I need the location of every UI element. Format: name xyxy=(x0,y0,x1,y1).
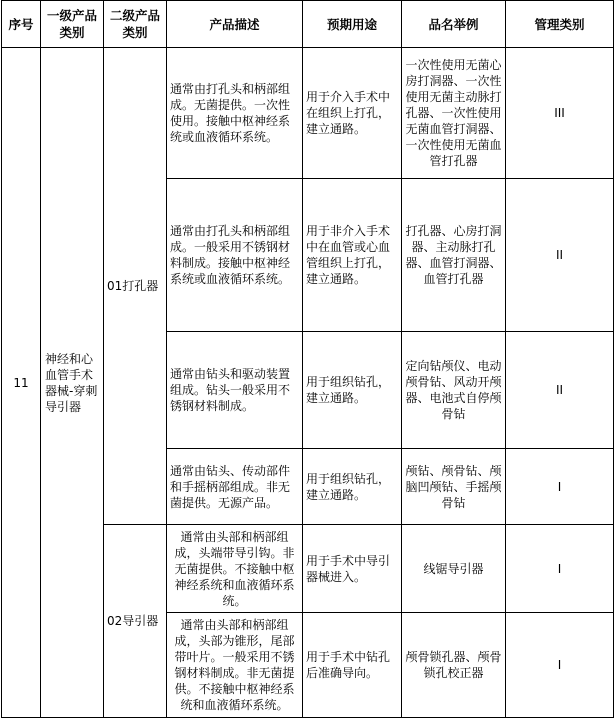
description-cell: 通常由打孔头和柄部组成。无菌提供。一次性使用。接触中枢神经系统或血液循环系统。 xyxy=(167,48,303,179)
header-seq: 序号 xyxy=(2,1,41,48)
description-cell: 通常由打孔头和柄部组成。一般采用不锈钢材料制成。接触中枢神经系统或血液循环系统。 xyxy=(167,179,303,332)
examples-cell: 线锯导引器 xyxy=(402,525,506,613)
intended-use-cell: 用于手术中导引器械进入。 xyxy=(303,525,402,613)
class-cell: I xyxy=(506,525,614,613)
header-class: 管理类别 xyxy=(506,1,614,48)
class-cell: III xyxy=(506,48,614,179)
header-intended-use: 预期用途 xyxy=(303,1,402,48)
header-description: 产品描述 xyxy=(167,1,303,48)
class-cell: II xyxy=(506,332,614,449)
intended-use-cell: 用于介入手术中在组织上打孔，建立通路。 xyxy=(303,48,402,179)
category1-cell: 神经和心血管手术器械-穿刺导引器 xyxy=(41,48,104,718)
category2-cell: 01打孔器 xyxy=(104,48,167,525)
description-cell: 通常由头部和柄部组成，头端带导引钩。非无菌提供。不接触中枢神经系统和血液循环系统。 xyxy=(167,525,303,613)
class-cell: II xyxy=(506,179,614,332)
description-cell: 通常由头部和柄部组成，头部为锥形，尾部带叶片。一般采用不锈钢材料制成。非无菌提供。不接触中枢神经系统和血液循环系统。 xyxy=(167,613,303,718)
header-category1: 一级产品类别 xyxy=(41,1,104,48)
category2-cell: 02导引器 xyxy=(104,525,167,718)
examples-cell: 打孔器、心房打洞器、主动脉打孔器、血管打洞器、血管打孔器 xyxy=(402,179,506,332)
examples-cell: 颅骨锁孔器、颅骨锁孔校正器 xyxy=(402,613,506,718)
header-examples: 品名举例 xyxy=(402,1,506,48)
header-category2: 二级产品类别 xyxy=(104,1,167,48)
table-row xyxy=(2,48,614,179)
examples-cell: 一次性使用无菌心房打洞器、一次性使用无菌主动脉打孔器、一次性使用无菌血管打洞器、一次性使用无菌血管打孔器 xyxy=(402,48,506,179)
intended-use-cell: 用于非介入手术中在血管或心血管组织上打孔，建立通路。 xyxy=(303,179,402,332)
class-cell: I xyxy=(506,449,614,525)
examples-cell: 定向钻颅仪、电动颅骨钻、风动开颅器、电池式自停颅骨钻 xyxy=(402,332,506,449)
intended-use-cell: 用于手术中钻孔后准确导向。 xyxy=(303,613,402,718)
examples-cell: 颅钻、颅骨钻、颅脑凹颅钻、手摇颅骨钻 xyxy=(402,449,506,525)
seq-cell: 11 xyxy=(2,48,41,718)
description-cell: 通常由钻头、传动部件和手摇柄部组成。非无菌提供。无源产品。 xyxy=(167,449,303,525)
intended-use-cell: 用于组织钻孔，建立通路。 xyxy=(303,449,402,525)
header-row xyxy=(2,1,614,48)
description-cell: 通常由钻头和驱动装置组成。钻头一般采用不锈钢材料制成。 xyxy=(167,332,303,449)
catalog-table xyxy=(1,0,614,718)
class-cell: I xyxy=(506,613,614,718)
intended-use-cell: 用于组织钻孔，建立通路。 xyxy=(303,332,402,449)
